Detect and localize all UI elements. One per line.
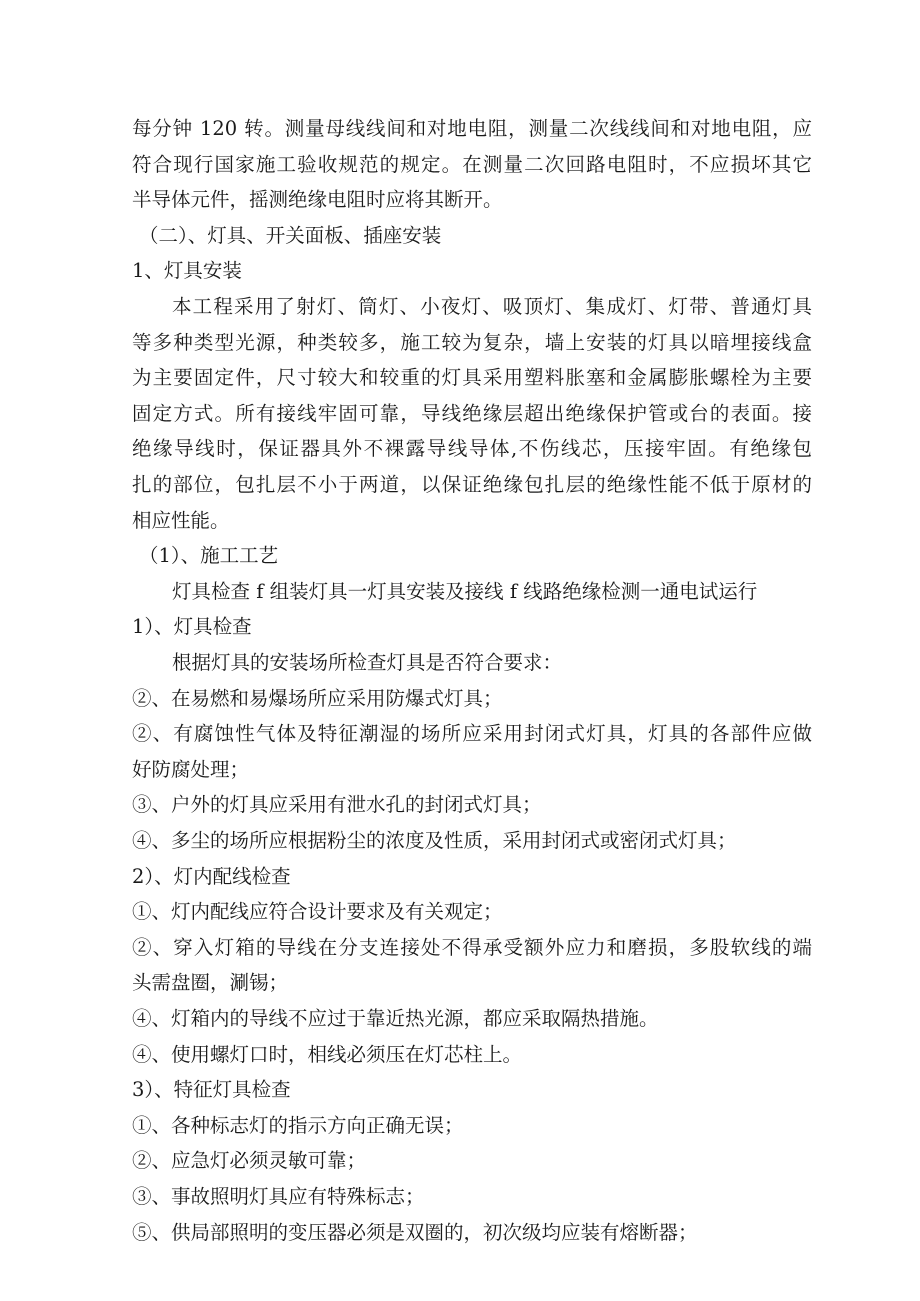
subsection-heading: （1）、施工工艺 — [139, 544, 279, 567]
text-line: 相应性能。 — [132, 509, 230, 532]
text-line: 等多种类型光源，种类较多，施工较为复杂，墙上安装的灯具以暗埋接线盒 — [132, 331, 812, 354]
text-line: 绝缘导线时，保证器具外不裸露导线导体,不伤线芯，压接牢固。有绝缘包 — [132, 437, 812, 460]
list-item: ④、使用螺灯口时，相线必须压在灯芯柱上。 — [132, 1043, 523, 1066]
subsection-heading: 1）、灯具检查 — [132, 615, 252, 638]
list-item: ⑤、供局部照明的变压器必须是双圈的，初次级均应装有熔断器； — [132, 1221, 698, 1244]
list-item: ②、应急灯必须灵敏可靠； — [132, 1149, 367, 1172]
text-line: 每分钟 120 转。测量母线线间和对地电阻，测量二次线线间和对地电阻，应 — [132, 117, 812, 140]
text-line: 半导体元件，摇测绝缘电阻时应将其断开。 — [132, 188, 503, 211]
subsection-heading: 1、灯具安装 — [132, 259, 242, 282]
section-heading: （二）、灯具、开关面板、插座安装 — [139, 224, 442, 247]
text-line: 固定方式。所有接线牢固可靠，导线绝缘层超出绝缘保护管或台的表面。接 — [132, 402, 812, 425]
list-item: ②、穿入灯箱的导线在分支连接处不得承受额外应力和磨损，多股软线的端 — [132, 936, 812, 959]
list-item: ③、户外的灯具应采用有泄水孔的封闭式灯具； — [132, 793, 542, 816]
list-item: ②、在易燃和易爆场所应采用防爆式灯具； — [132, 687, 503, 710]
list-item: ③、事故照明灯具应有特殊标志； — [132, 1185, 425, 1208]
process-flow-line: 灯具检查 f 组装灯具一灯具安装及接线 f 线路绝缘检测一通电试运行 — [172, 580, 758, 603]
list-item: ①、各种标志灯的指示方向正确无误； — [132, 1114, 464, 1137]
subsection-heading: 3）、特征灯具检查 — [132, 1078, 291, 1101]
list-item-continuation: 头需盘圈，涮锡； — [132, 971, 289, 994]
list-item: ①、灯内配线应符合设计要求及有关观定； — [132, 900, 503, 923]
list-item-continuation: 好防腐处理； — [132, 758, 250, 781]
text-line: 符合现行国家施工验收规范的规定。在测量二次回路电阻时，不应损坏其它 — [132, 153, 812, 176]
list-item: ④、灯箱内的导线不应过于靠近热光源，都应采取隔热措施。 — [132, 1007, 659, 1030]
text-line: 扎的部位，包扎层不小于两道，以保证绝缘包扎层的绝缘性能不低于原材的 — [132, 473, 812, 496]
text-line: 为主要固定件，尺寸较大和较重的灯具采用塑料胀塞和金属膨胀螺栓为主要 — [132, 366, 812, 389]
subsection-heading: 2）、灯内配线检查 — [132, 865, 291, 888]
text-line: 本工程采用了射灯、筒灯、小夜灯、吸顶灯、集成灯、灯带、普通灯具 — [172, 295, 812, 318]
list-item: ②、有腐蚀性气体及特征潮湿的场所应采用封闭式灯具，灯具的各部件应做 — [132, 722, 812, 745]
text-line: 根据灯具的安装场所检查灯具是否符合要求： — [172, 651, 563, 674]
list-item: ④、多尘的场所应根据粉尘的浓度及性质，采用封闭式或密闭式灯具； — [132, 829, 737, 852]
